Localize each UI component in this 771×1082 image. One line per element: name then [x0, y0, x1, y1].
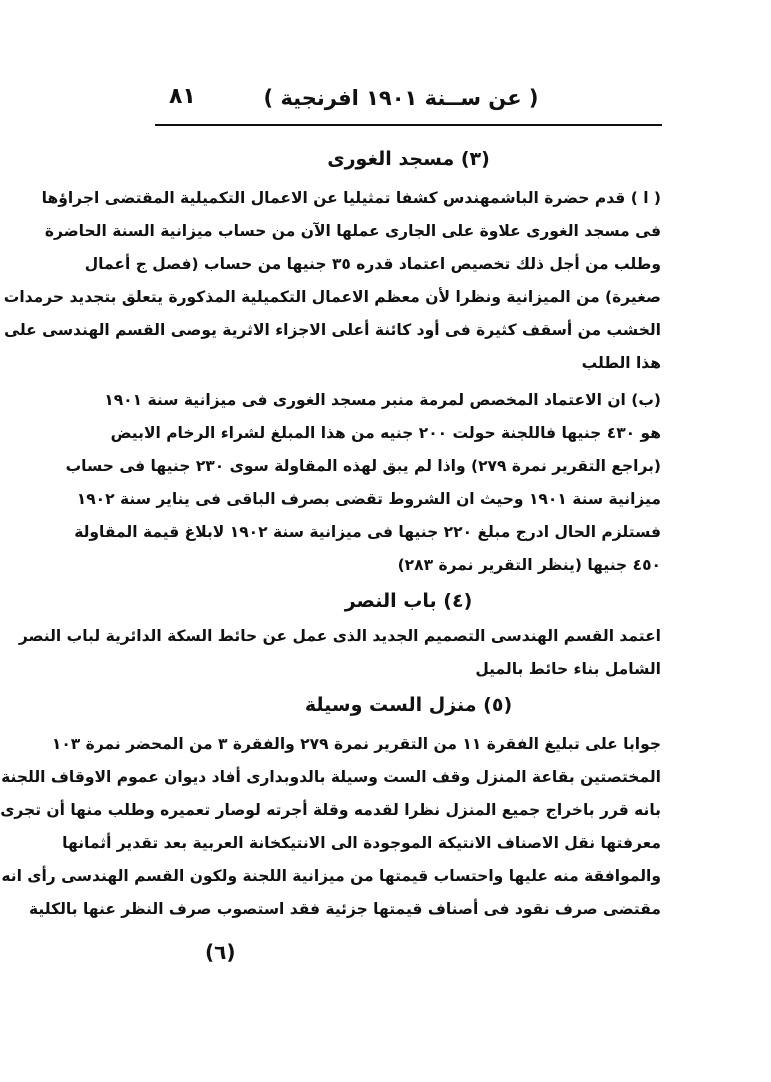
- page-number: ٨١: [169, 84, 196, 109]
- paragraph-bab-al-nasr: [18, 620, 661, 686]
- header-divider: [155, 124, 662, 126]
- paragraph-line: بانه قرر باخراج جميع المنزل نظرا لقدمه وقلة أجرته لوصار تعميره وطلب منها أن تجرى: [0, 801, 661, 819]
- paragraph-line: المختصتين بقاعة المنزل وقف الست وسيلة بالدوبدارى أفاد ديوان عموم الاوقاف اللجنة: [1, 768, 661, 786]
- paragraph-line: ( ا ) قدم حضرة الباشمهندس كشفا تمثيليا عن الاعمال التكميلية المقتضى اجراؤها: [41, 189, 661, 207]
- paragraph-line: صغيرة) من الميزانية ونظرا لأن معظم الاعمال التكميلية المذكورة يتعلق بتجديد حرمدات: [3, 288, 661, 306]
- paragraph-line: هذا الطلب: [581, 354, 661, 372]
- paragraph-line: ميزانية سنة ١٩٠١ وحيث ان الشروط تقضى بصرف الباقى فى يناير سنة ١٩٠٢: [76, 490, 661, 508]
- paragraph-line: والموافقة منه عليها واحتساب قيمتها من ميزانية اللجنة ولكون القسم الهندسى رأى انه: [1, 867, 661, 885]
- paragraph-line: اعتمد القسم الهندسى التصميم الجديد الذى عمل عن حائط السكة الدائرية لباب النصر: [18, 627, 661, 645]
- section-heading-bab-al-nasr: (٤) باب النصر: [344, 590, 473, 612]
- section-heading-sitt-wasila-house: (٥) منزل الست وسيلة: [304, 694, 513, 716]
- running-header-title: ( عن ســنة ١٩٠١ افرنجية ): [263, 86, 539, 110]
- paragraph-ba: [65, 384, 661, 582]
- paragraph-line: الخشب من أسقف كثيرة فى أود كائنة أعلى الاجزاء الاثرية يوصى القسم الهندسى على: [4, 321, 661, 339]
- paragraph-line: الشامل بناء حائط بالميل: [475, 660, 661, 678]
- paragraph-line: وطلب من أجل ذلك تخصيص اعتماد قدره ٣٥ جنيها من حساب (فصل ج أعمال: [84, 255, 661, 273]
- paragraph-line: معرفتها نقل الاصناف الانتيكة الموجودة الى الانتيكخانة العربية بعد تقدير أثمانها: [62, 834, 661, 852]
- section-heading-mosque-ghuri: (٣) مسجد الغورى: [327, 148, 490, 170]
- footer-page-marker: (٦): [205, 940, 236, 964]
- paragraph-line: ٤٥٠ جنيها (ينظر التقرير نمرة ٢٨٣): [397, 556, 661, 574]
- paragraph-line: (براجع التقرير نمرة ٢٧٩) واذا لم يبق لهذه المقاولة سوى ٢٣٠ جنيها فى حساب: [65, 457, 661, 475]
- paragraph-line: جوابا على تبليغ الفقرة ١١ من التقرير نمرة ٢٧٩ والفقرة ٣ من المحضر نمرة ١٠٣: [51, 735, 661, 753]
- paragraph-sitt-wasila: [0, 728, 661, 926]
- paragraph-line: (ب) ان الاعتماد المخصص لمرمة منبر مسجد الغورى فى ميزانية سنة ١٩٠١: [104, 391, 661, 409]
- paragraph-line: هو ٤٣٠ جنيها فاللجنة حولت ٢٠٠ جنيه من هذا المبلغ لشراء الرخام الابيض: [110, 424, 661, 442]
- paragraph-line: فى مسجد الغورى علاوة على الجارى عملها الآن من حساب ميزانية السنة الحاضرة: [44, 222, 661, 240]
- paragraph-line: مقتضى صرف نقود فى أصناف قيمتها جزئية فقد استصوب صرف النظر عنها بالكلية: [29, 900, 661, 918]
- paragraph-alif: [3, 182, 661, 380]
- paragraph-line: فستلزم الحال ادرج مبلغ ٢٢٠ جنيها فى ميزانية سنة ١٩٠٢ لابلاغ قيمة المقاولة: [74, 523, 661, 541]
